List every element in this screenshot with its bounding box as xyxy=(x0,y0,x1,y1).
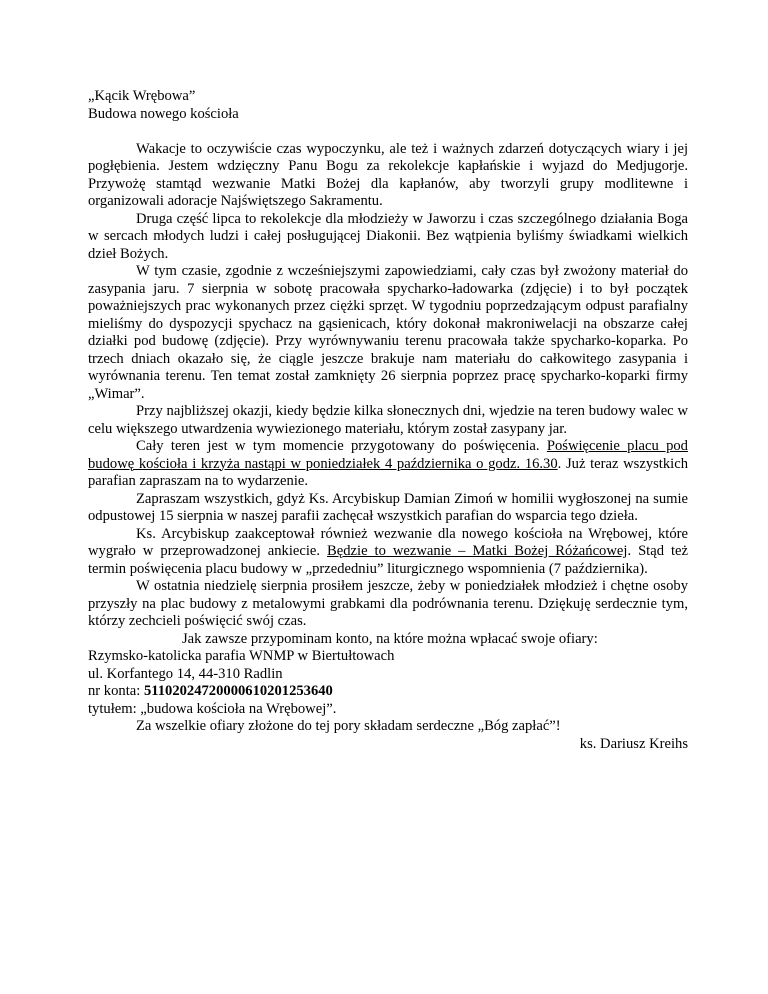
account-intro: Jak zawsze przypominam konto, na które można wpłacać swoje ofiary: xyxy=(182,630,598,647)
account-address: ul. Korfantego 14, 44-310 Radlin xyxy=(88,665,283,682)
account-number-line xyxy=(88,683,688,701)
account-number: 51102024720000610201253640 xyxy=(143,683,333,699)
closing-thanks: Za wszelkie ofiary złożone do tej pory składam serdeczne „Bóg zapłać”! xyxy=(136,718,561,734)
paragraph-holidays: Wakacje to oczywiście czas wypoczynku, ale też i ważnych zdarzeń dotyczących wiary i jej pogłębienia. Jestem wdzięczny Panu Bogu za rekolekcje kapłańskie i wyjazd do Medjugorje. Przywożę stamtąd wezwanie Matki Bożej dla kapłanów, aby tworzyli grupy modlitewne i organizowali adoracje Najświętszego Sakramentu. xyxy=(88,140,688,209)
spacer xyxy=(88,123,688,141)
paragraph-roller: Przy najbliższej okazji, kiedy będzie kilka słonecznych dni, wjedzie na teren budowy walec w celu większego utwardzenia wywiezionego materiału, którym został zasypany jar. xyxy=(88,403,688,437)
consecration-date-underlined: Poświęcenie placu pod budowę kościoła i krzyża nastąpi w poniedziałek 4 października o godz. 16.30 xyxy=(88,438,688,472)
paragraph-volunteers: W ostatnia niedzielę sierpnia prosiłem jeszcze, żeby w poniedziałek młodzież i chętne osoby przyszły na plac budowy z metalowymi grabkami dla podrównania terenu. Dziękuję serdecznie tym, którzy zechcieli poświęcić swój czas. xyxy=(88,578,688,629)
paragraph-consecration xyxy=(88,438,688,491)
paragraph-archbishop-homily: Zapraszam wszystkich, gdyż Ks. Arcybiskup Damian Zimoń w homilii wygłoszonej na sumie odpustowej 15 sierpnia w naszej parafii zachęcał wszystkich parafian do wsparcia tego dzieła. xyxy=(88,490,688,524)
paragraph-youth-retreat: Druga część lipca to rekolekcje dla młodzieży w Jaworzu i czas szczególnego działania Boga w sercach młodych ludzi i całej posługującej Diakonii. Bez wątpienia byliśmy świadkami wielkich dzieł Bożych. xyxy=(88,210,688,262)
paragraph-patron xyxy=(88,526,688,579)
patron-intro: Ks. Arcybiskup zaakceptował również wezwanie dla nowego kościoła na Wrębowej, które wygrało w przeprowadzonej ankiecie. xyxy=(88,525,688,559)
signature: ks. Dariusz Kreihs xyxy=(579,735,688,752)
consecration-invite: . Już teraz wszystkich parafian zapraszam na to wydarzenie. xyxy=(88,455,688,489)
document-page xyxy=(88,88,688,753)
account-number-label: nr konta: xyxy=(88,683,144,699)
document-title: „Kącik Wrębowa” xyxy=(88,88,196,104)
patron-name-underlined: Będzie to wezwanie – Matki Bożej Różańcowej xyxy=(327,543,628,559)
paragraph-earthworks: W tym czasie, zgodnie z wcześniejszymi zapowiedziami, cały czas był zwożony materiał do zasypania jaru. 7 sierpnia w sobotę pracowała spycharko-ładowarka (zdjęcie) i to był początek poważniejszych prac wykonanych przez ciężki sprzęt. W tygodniu poprzedzającym odpust parafialny mieliśmy do dyspozycji spychacz na gąsienicach, który dokonał makroniwelacji na obszarze całej działki pod budowę (zdjęcie). Przy wyrównywaniu terenu pracowała także spycharko-koparka. Po trzech dniach okazało się, że ciągle jeszcze brakuje nam materiału do całkowitego zasypania i wyrównania terenu. Ten temat został zamknięty 26 sierpnia poprzez pracę spycharko-koparki firmy „Wimar”. xyxy=(88,263,688,402)
consecration-intro: Cały teren jest w tym momencie przygotowany do poświęcenia. xyxy=(136,438,540,454)
account-holder: Rzymsko-katolicka parafia WNMP w Biertułtowach xyxy=(88,648,395,664)
document-subtitle: Budowa nowego kościoła xyxy=(88,105,239,122)
patron-date-note: . Stąd też termin poświęcenia placu budowy w „przededniu” liturgicznego wspomnienia (7 października). xyxy=(88,543,688,577)
account-purpose: tytułem: „budowa kościoła na Wrębowej”. xyxy=(88,700,337,717)
